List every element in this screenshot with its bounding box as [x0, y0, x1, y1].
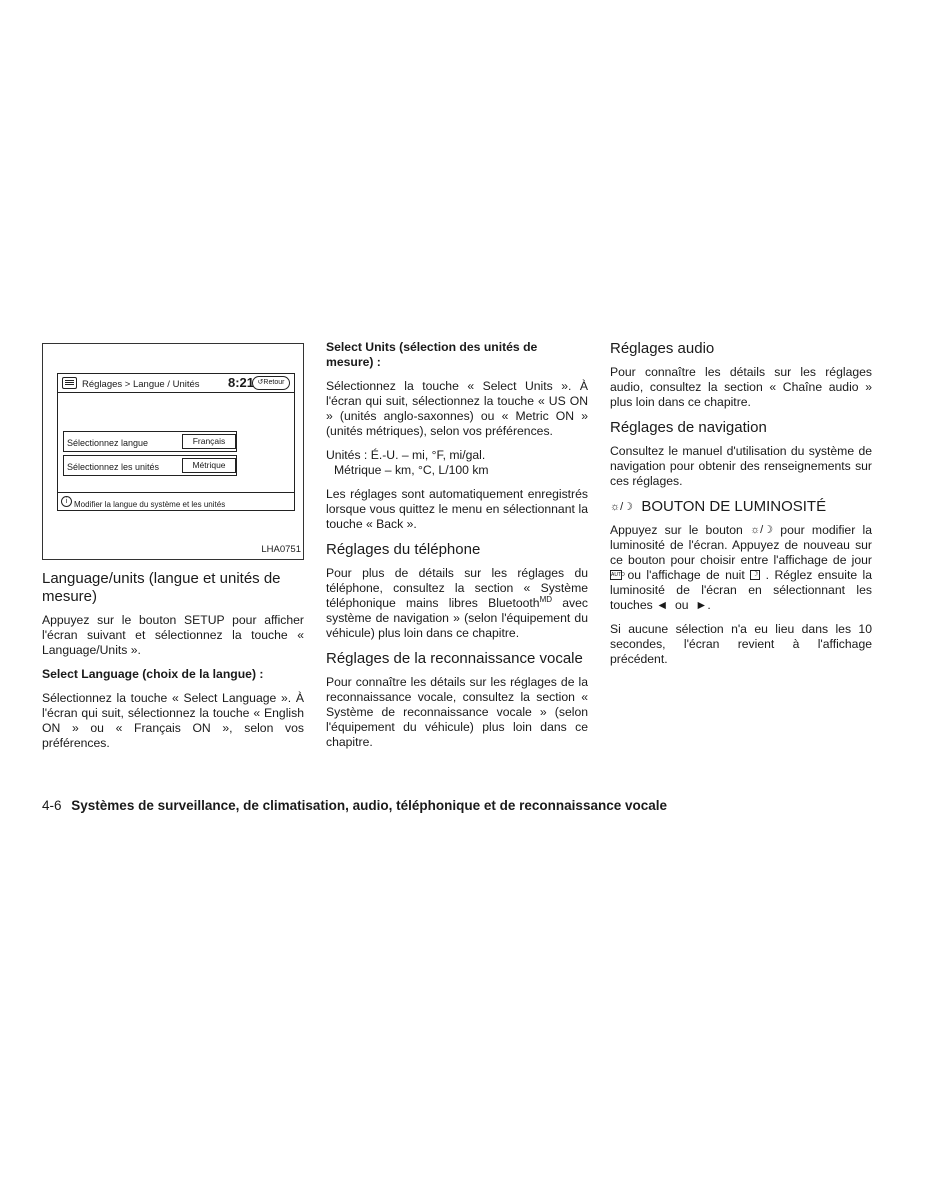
language-row — [63, 431, 237, 452]
select-language-text: Sélectionnez la touche « Select Language ». À l'écran qui suit, sélectionnez la touche « English ON » ou « Français ON », selon vos préférences. — [42, 691, 304, 750]
brightness-icon: ☼/☽ — [610, 501, 633, 513]
info-text: Modifier la langue du système et les unités — [74, 500, 226, 509]
language-units-intro: Appuyez sur le bouton SETUP pour afficher l'écran suivant et sélectionnez la touche « Language/Units ». — [42, 613, 304, 657]
phone-text-a: Pour plus de détails sur les réglages du téléphone, consultez la section « Système téléphonique mains libres Bluetooth — [326, 566, 588, 610]
language-value: Français — [182, 434, 236, 449]
auto-save-text: Les réglages sont automatiquement enregistrés lorsque vous quittez le menu en sélectionnant la touche « Back ». — [326, 487, 588, 531]
column-3 — [610, 340, 872, 676]
back-button: ↺Retour — [252, 376, 290, 390]
info-line — [58, 492, 294, 511]
select-units-subheading: Select Units (sélection des unités de mesure) : — [326, 340, 538, 369]
audio-settings-heading: Réglages audio — [610, 340, 715, 357]
menu-icon — [62, 377, 77, 389]
units-us: Unités : É.-U. – mi, °F, mi/gal. — [326, 448, 486, 462]
brightness-text — [610, 523, 872, 613]
brightness-text-d: . Réglez ensuite la luminosité de l'écran en sélectionnant les touches — [610, 568, 873, 612]
column-1 — [42, 340, 304, 760]
navigation-settings-heading: Réglages de navigation — [610, 419, 767, 436]
page-number: 4-6 — [42, 798, 62, 813]
units-label: Sélectionnez les unités — [67, 462, 160, 472]
navigation-settings-text: Consultez le manuel d'utilisation du système de navigation pour obtenir des renseignements sur ces réglages. — [610, 444, 872, 488]
section-title: Systèmes de surveillance, de climatisation, audio, téléphonique et de reconnaissance vocale — [71, 798, 668, 813]
units-row — [63, 455, 237, 476]
trademark-sup: MD — [539, 594, 553, 604]
voice-settings-heading: Réglages de la reconnaissance vocale — [326, 650, 583, 667]
settings-screen-figure — [42, 343, 304, 560]
day-mode-icon: AUTO — [611, 572, 625, 578]
screen-title: Réglages > Langue / Unités — [82, 379, 200, 390]
info-icon: i — [61, 496, 72, 507]
brightness-text-c: ou l'affichage de nuit — [627, 568, 745, 582]
brightness-heading — [610, 498, 872, 516]
column-2 — [326, 340, 588, 759]
back-label: Retour — [263, 379, 285, 386]
brightness-heading-text: BOUTON DE LUMINOSITÉ — [641, 498, 827, 515]
timeout-text: Si aucune sélection n'a eu lieu dans les 10 secondes, l'écran revient à l'affichage précédent. — [610, 622, 872, 666]
units-value: Métrique — [182, 458, 236, 473]
figure-code: LHA0751 — [261, 544, 301, 555]
page-footer — [42, 798, 667, 814]
audio-settings-text: Pour connaître les détails sur les réglages audio, consultez la section « Chaîne audio » plus loin dans ce chapitre. — [610, 365, 872, 409]
brightness-end: . — [707, 598, 711, 612]
left-arrow-icon: ◄ — [656, 598, 669, 612]
phone-text-b: avec système de navigation » (selon l'équipement du véhicule) plus loin dans ce chapitre. — [326, 596, 588, 640]
units-metric: Métrique – km, °C, L/100 km — [334, 463, 489, 477]
brightness-text-a: Appuyez sur le bouton — [610, 523, 743, 537]
voice-settings-text: Pour connaître les détails sur les réglages de la reconnaissance vocale, consultez la section « Système de reconnaissance vocale » (selon l'équipement du véhicule) plus loin dans ce chapitre. — [326, 675, 588, 749]
language-label: Sélectionnez langue — [67, 438, 149, 448]
select-language-subheading: Select Language (choix de la langue) : — [42, 667, 264, 681]
night-mode-icon: ☽ — [752, 571, 759, 578]
phone-settings-heading: Réglages du téléphone — [326, 541, 481, 558]
brightness-text-b: pour modifier la luminosité de l'écran. Appuyez de nouveau sur ce bouton pour choisir entre l'affichage de jour — [610, 523, 872, 567]
display-screen — [57, 373, 295, 511]
brightness-ou: ou — [674, 598, 689, 612]
units-list — [326, 448, 588, 478]
select-units-text: Sélectionnez la touche « Select Units ». À l'écran qui suit, sélectionnez la touche « US ON » (unités anglo-saxonnes) ou « Metric ON » (unités métriques), selon vos préférences. — [326, 379, 588, 438]
language-units-heading: Language/units (langue et unités de mesure) — [42, 570, 281, 605]
screen-header — [58, 374, 294, 393]
brightness-button-icon: ☼/☽ — [750, 524, 774, 536]
screen-clock: 8:21 — [228, 375, 255, 390]
phone-settings-text — [326, 566, 588, 641]
right-arrow-icon: ► — [695, 598, 708, 612]
